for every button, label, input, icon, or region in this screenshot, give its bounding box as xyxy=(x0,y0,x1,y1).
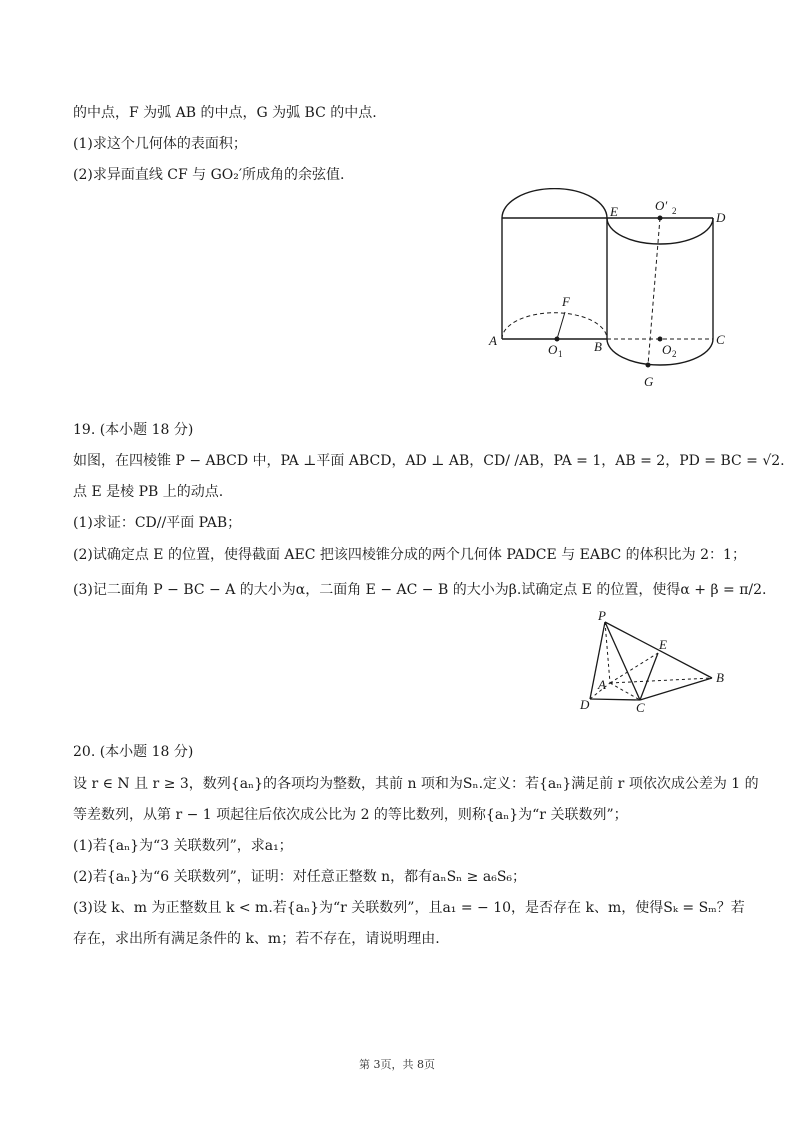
q18-part1: (1)求这个几何体的表面积； xyxy=(73,136,247,152)
line-GO2p xyxy=(648,218,660,365)
point-O2 xyxy=(658,337,663,342)
q20-part1: (1)若{aₙ}为“3 关联数列”，求a₁； xyxy=(73,838,293,854)
q20-stem-1: 设 r ∈ N 且 r ≥ 3，数列{aₙ}的各项均为整数，其前 n 项和为Sₙ.定义：若{aₙ}满足前 r 项依次成公差为 1 的 xyxy=(73,776,759,792)
q20-part3-a: (3)设 k、m 为正整数且 k < m.若{aₙ}为“r 关联数列”，且a₁ = − 10，是否存在 k、m，使得Sₖ = Sₘ？若 xyxy=(73,900,745,916)
q19-stem-1: 如图，在四棱锥 P − ABCD 中，PA ⊥平面 ABCD，AD ⊥ AB，CD/ /AB，PA = 1，AB = 2，PD = BC = √2. xyxy=(73,453,785,469)
label-C2: C xyxy=(636,700,645,715)
q18-part2: (2)求异面直线 CF 与 GO₂′所成角的余弦值. xyxy=(73,167,345,183)
figure-pyramid xyxy=(570,605,740,719)
point-G xyxy=(646,363,651,368)
q20-stem-2: 等差数列，从第 r − 1 项起往后依次成公比为 2 的等比数列，则称{aₙ}为“r 关联数列”； xyxy=(73,807,628,823)
label-C: C xyxy=(716,332,725,347)
label-O2-sub: 2 xyxy=(672,349,677,359)
q20-part2: (2)若{aₙ}为“6 关联数列”，证明：对任意正整数 n，都有aₙSₙ ≥ a₆S₆； xyxy=(73,869,527,885)
label-G: G xyxy=(644,374,654,389)
page-footer: 第 3页，共 8页 xyxy=(359,1058,435,1071)
label-P: P xyxy=(598,608,606,623)
label-E2: E xyxy=(659,637,667,652)
q20-header: 20. (本小题 18 分) xyxy=(73,744,194,760)
label-B2: B xyxy=(716,670,724,685)
label-O1-sub: 1 xyxy=(558,349,563,359)
q19-header: 19. (本小题 18 分) xyxy=(73,422,194,438)
label-D: D xyxy=(716,210,726,225)
label-E: E xyxy=(610,204,618,219)
q19-part2: (2)试确定点 E 的位置，使得截面 AEC 把该四棱锥分成的两个几何体 PADCE 与 EABC 的体积比为 2：1； xyxy=(73,547,746,563)
label-O2p: O′ xyxy=(655,198,668,213)
arc-top-left xyxy=(502,189,607,218)
label-B: B xyxy=(594,339,602,354)
label-A2: A xyxy=(598,677,606,692)
figure-cylinder xyxy=(480,188,740,402)
point-O2p xyxy=(658,216,663,221)
arc-AFB xyxy=(502,313,607,339)
q19-part1: (1)求证：CD//平面 PAB； xyxy=(73,515,242,531)
label-A: A xyxy=(489,333,497,348)
text-line-1: 的中点，F 为弧 AB 的中点，G 为弧 BC 的中点. xyxy=(73,105,377,121)
arc-BGC xyxy=(607,339,713,365)
label-D2: D xyxy=(580,697,590,712)
q19-stem-2: 点 E 是棱 PB 上的动点. xyxy=(73,484,224,500)
label-O2p-sub: 2 xyxy=(672,206,677,216)
label-O2: O xyxy=(662,342,672,357)
point-O1 xyxy=(555,337,560,342)
q20-part3-b: 存在，求出所有满足条件的 k、m；若不存在，请说明理由. xyxy=(73,931,440,947)
label-F: F xyxy=(562,294,570,309)
q19-part3: (3)记二面角 P − BC − A 的大小为α，二面角 E − AC − B 的大小为β.试确定点 E 的位置，使得α + β = π/2. xyxy=(73,582,767,598)
label-O1: O xyxy=(548,342,558,357)
